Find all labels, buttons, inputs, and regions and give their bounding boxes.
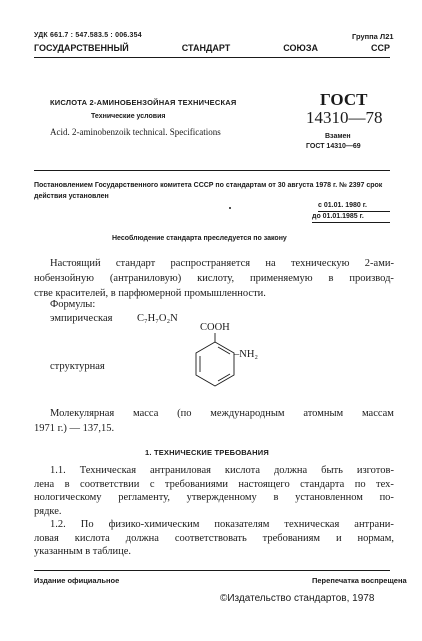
date-underline [312, 222, 390, 223]
copyright-notice: ©Издательство стандартов, 1978 [220, 593, 375, 604]
double-bond-line [218, 374, 230, 381]
decree-text: Постановлением Государственного комитета СССР по стандартам от 30 августа 1978 г. № 2397 срок действия установлен [34, 182, 383, 200]
empirical-formula: C₇H₇O₂N [137, 313, 178, 324]
text-line: Молекулярная масса (по международным атомным массам [50, 408, 394, 419]
text-line: нологическому регламенту, утвержденному в установленном по- [34, 492, 394, 503]
text-line: Настоящий стандарт распространяется на техническую 2-ами- [50, 258, 394, 269]
header-divider [34, 57, 390, 58]
section-heading: 1. ТЕХНИЧЕСКИЕ ТРЕБОВАНИЯ [145, 448, 269, 457]
replaces-value: ГОСТ 14310—69 [306, 143, 361, 150]
title-divider [34, 170, 390, 171]
text-line: 1.1. Техническая антраниловая кислота должна быть изготов- [50, 465, 394, 476]
date-underline [318, 211, 390, 212]
standard-title-word: ГОСУДАРСТВЕННЫЙ [34, 43, 129, 53]
standard-title-word: ССР [370, 43, 390, 53]
effective-from-date: с 01.01. 1980 г. [318, 202, 367, 209]
text-line: ловая кислота должна соответствовать требованиям и нормам, [34, 532, 394, 544]
text-line: 1.2. По физико-химическим показателям техническая антрани- [50, 519, 394, 530]
product-subtitle: Технические условия [91, 113, 166, 120]
effective-to-date: до 01.01.1985 г. [312, 213, 364, 220]
double-bond-line [218, 347, 230, 354]
standard-title-word: СОЮЗА [283, 43, 318, 53]
print-dot [229, 207, 231, 209]
gost-label: ГОСТ [320, 90, 368, 109]
standard-title-word: СТАНДАРТ [181, 43, 231, 53]
structural-formula [178, 320, 288, 398]
gost-number: 14310—78 [306, 108, 383, 127]
footer-divider [34, 570, 390, 571]
legal-warning: Несоблюдение стандарта преследуется по закону [112, 235, 287, 242]
structural-label: структурная [50, 361, 105, 372]
official-edition-label: Издание официальное [34, 576, 120, 585]
text-line: стве красителей, в парфюмерной промышленности. [34, 288, 266, 299]
carboxyl-group: COOH [200, 322, 230, 333]
text-line: лена в соответствии с требованиями настоящего стандарта по тех- [34, 478, 394, 490]
text-line: указанным в таблице. [34, 546, 132, 557]
group-code: Группа Л21 [352, 32, 394, 41]
formulas-label: Формулы: [50, 299, 96, 310]
benzene-ring [196, 342, 234, 386]
standard-title [34, 43, 390, 53]
intro-paragraph [34, 256, 394, 301]
text-line: 1971 г.) — 137,15. [34, 423, 115, 434]
molecular-mass [34, 406, 394, 436]
product-name-english: Acid. 2-aminobenzoik technical. Specifications [50, 127, 221, 137]
amino-group: –NH₂ [234, 349, 259, 360]
empirical-label: эмпирическая [50, 313, 113, 324]
reprint-prohibited-label: Перепечатка воспрещена [312, 576, 407, 585]
udk-code: УДК 661.7 : 547.583.5 : 006.354 [34, 32, 142, 39]
product-name: КИСЛОТА 2-АМИНОБЕНЗОЙНАЯ ТЕХНИЧЕСКАЯ [50, 98, 237, 107]
text-line: нобензойную (антраниловую) кислоту, применяемую в производ- [34, 273, 394, 284]
paragraph-1-1 [34, 464, 394, 559]
replaces-label: Взамен [325, 133, 351, 140]
text-line: рядке. [34, 505, 62, 517]
